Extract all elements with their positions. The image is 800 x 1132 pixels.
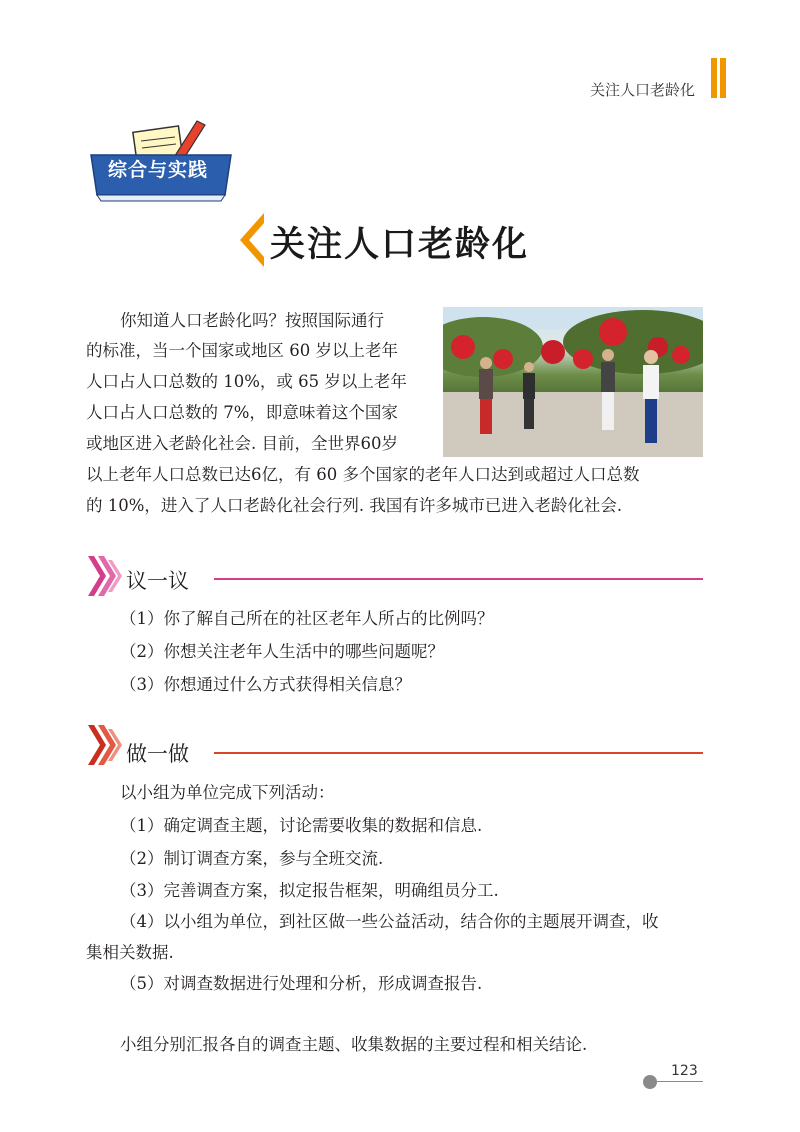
header-bar-left <box>711 58 717 98</box>
discussion-item: （3）你想通过什么方式获得相关信息？ <box>120 675 411 694</box>
intro-line: 你知道人口老龄化吗？按照国际通行 <box>120 311 384 330</box>
activity-item: （5）对调查数据进行处理和分析，形成调查报告. <box>120 974 483 993</box>
running-header-title: 关注人口老龄化 <box>589 81 695 99</box>
title-marker-icon <box>240 213 264 267</box>
closing-text: 小组分别汇报各自的调查主题、收集数据的主要过程和相关结论. <box>120 1035 588 1054</box>
section-badge-label: 综合与实践 <box>108 159 209 181</box>
discussion-rule <box>214 578 703 580</box>
page-number: 123 <box>671 1063 698 1079</box>
intro-line: 人口占人口总数的 7%，即意味着这个国家 <box>86 403 398 422</box>
activity-item: （4）以小组为单位，到社区做一些公益活动，结合你的主题展开调查，收 <box>120 912 659 931</box>
activity-item-continuation: 集相关数据. <box>86 943 174 962</box>
intro-line: 的标准，当一个国家或地区 60 岁以上老年 <box>86 341 398 360</box>
discussion-item: （1）你了解自己所在的社区老年人所占的比例吗？ <box>120 609 494 628</box>
fan-dance-photo <box>443 307 703 457</box>
activity-item: （3）完善调查方案，拟定报告框架，明确组员分工. <box>120 881 499 900</box>
intro-line: 以上老年人口总数已达6亿，有 60 多个国家的老年人口达到或超过人口总数 <box>86 465 640 484</box>
activity-item: （1）确定调查主题，讨论需要收集的数据和信息. <box>120 816 483 835</box>
activity-item: （2）制订调查方案，参与全班交流. <box>120 849 384 868</box>
activity-chevron-icon <box>86 725 122 765</box>
discussion-heading: 议一议 <box>126 569 189 593</box>
header-bar-right <box>720 58 726 98</box>
activity-rule <box>214 752 703 754</box>
page-title: 关注人口老龄化 <box>270 224 530 265</box>
discussion-item: （2）你想关注老年人生活中的哪些问题呢？ <box>120 642 444 661</box>
intro-line: 或地区进入老龄化社会. 目前，全世界60岁 <box>86 434 398 453</box>
activity-heading: 做一做 <box>126 742 189 766</box>
discussion-chevron-icon <box>86 556 122 596</box>
intro-line: 的 10%，进入了人口老龄化社会行列. 我国有许多城市已进入老龄化社会. <box>86 496 623 515</box>
page-number-rule <box>657 1081 703 1082</box>
intro-line: 人口占人口总数的 10%，或 65 岁以上老年 <box>86 372 407 391</box>
activity-intro: 以小组为单位完成下列活动： <box>120 783 335 802</box>
page-number-dot <box>643 1075 657 1089</box>
